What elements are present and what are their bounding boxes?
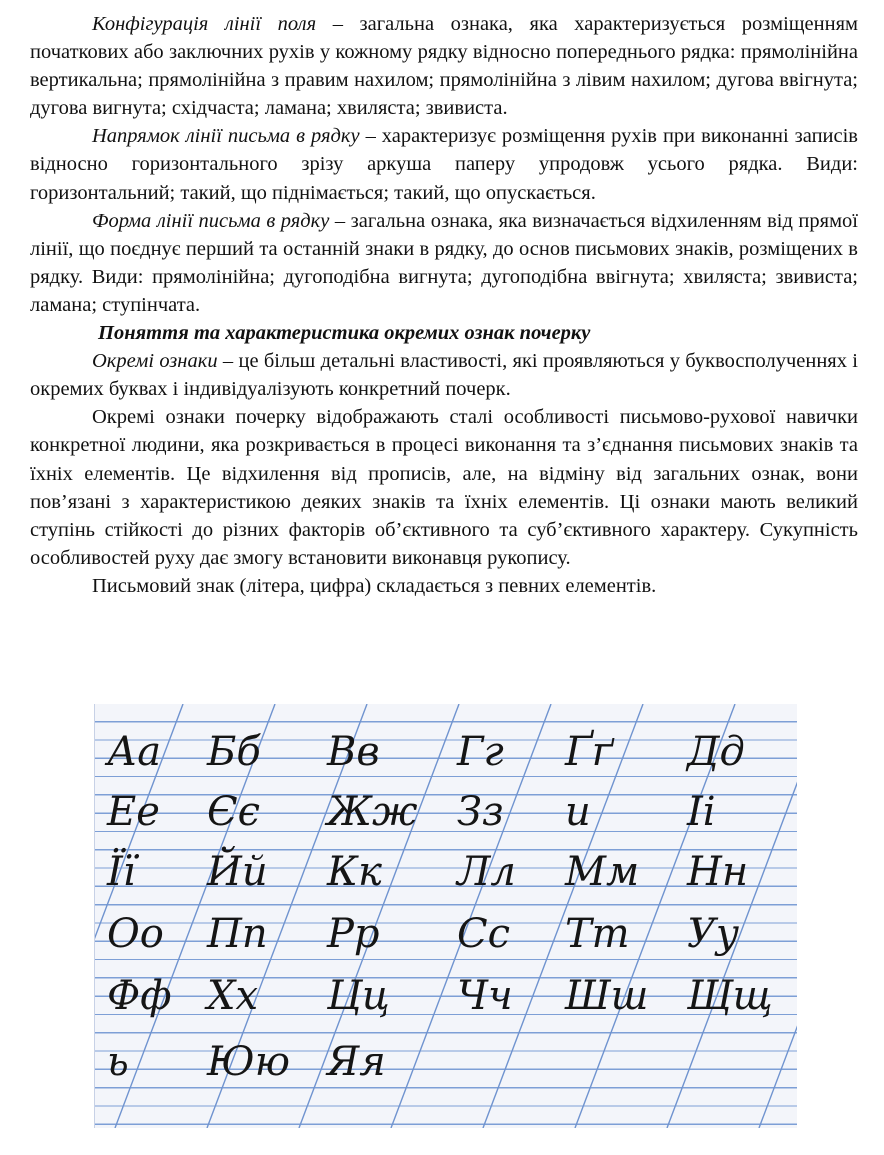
paragraph-handwriting-features	[30, 403, 858, 572]
cursive-letter-pair: Пп	[207, 911, 268, 957]
cursive-letter-pair: Лл	[457, 849, 516, 895]
cursive-letter-pair: Вв	[327, 729, 380, 775]
term-line-direction: Напрямок лінії письма в рядку	[92, 125, 360, 148]
cursive-letter-pair: Бб	[207, 729, 261, 775]
cursive-letter-pair: Сс	[457, 911, 511, 957]
cursive-letter-pair: Чч	[457, 973, 513, 1019]
paragraph-text: – це більш детальні властивості, які проявляються у буквосполученнях і окремих буквах і індивідуалізують конкретний почерк.	[30, 350, 858, 401]
cursive-letter-pair: Аа	[107, 729, 162, 775]
paragraph-text: Письмовий знак (літера, цифра) складається з певних елементів.	[92, 574, 657, 597]
slant-guide-line	[759, 704, 797, 1128]
paragraph-line-configuration	[30, 10, 858, 122]
cursive-letter-pair: Щщ	[687, 973, 773, 1019]
cursive-letter-pair: Дд	[687, 729, 745, 775]
cursive-letter-pair: Нн	[687, 849, 749, 895]
text-block	[30, 10, 858, 600]
cursive-letter-pair: Ґґ	[565, 729, 614, 775]
cursive-letter-pair: Уу	[687, 911, 740, 957]
paragraph-text: Окремі ознаки почерку відображають сталі особливості письмово-рухової навички конкретної людини, яка розкривається в процесі виконання та з’єднання письмових знаків та їхніх елементів. Це відхилення від прописів, але, на відміну від загальних ознак, вони пов’язані з характеристикою деяких знаків та їхніх елементів. Ці ознаки мають великий ступінь стійкості до різних факторів об’єктивного та суб’єктивного характеру. Сукупність особливостей руху дає змогу встановити виконавця рукопису.	[30, 406, 858, 569]
cursive-letter-pair: Мм	[565, 849, 640, 895]
cursive-letter-pair: Гг	[457, 729, 504, 775]
cursive-letter-pair: Зз	[457, 789, 504, 835]
cursive-letter-pair: Її	[107, 849, 136, 895]
paragraph-line-form	[30, 207, 858, 319]
paragraph-text: – характеризує розміщення рухів при виконанні записів відносно горизонтального зрізу аркуша паперу упродовж усього рядка. Види: горизонтальний; такий, що піднімається; такий, що опускається.	[30, 125, 858, 204]
cursive-letter-pair: Цц	[327, 973, 390, 1019]
cursive-letter-pair: Яя	[327, 1039, 386, 1085]
paragraph-text: – загальна ознака, яка характеризується розміщенням початкових або заключних рухів у кожному рядку відносно попереднього рядка: прямолінійна вертикальна; прямолінійна з правим нахилом; прямолінійна з лівим нахилом; дугова ввігнута; дугова вигнута; східчаста; ламана; хвиляста; звивиста.	[30, 13, 858, 120]
cursive-letter-pair: Оо	[107, 911, 164, 957]
paragraph-separate-features	[30, 347, 858, 403]
cursive-letter-pair: Фф	[107, 973, 172, 1019]
cursive-letter-pair: Шш	[565, 973, 649, 1019]
cursive-letter-pair: Ее	[107, 789, 160, 835]
section-heading: Поняття та характеристика окремих ознак почерку	[98, 322, 591, 345]
cursive-alphabet-figure	[94, 704, 797, 1128]
paragraph-written-sign	[30, 572, 858, 600]
cursive-letter-pair: Тт	[565, 911, 630, 957]
cursive-letter-pair: Юю	[207, 1039, 290, 1085]
cursive-letter-pair: Єє	[207, 789, 261, 835]
cursive-letter-pair: Кк	[327, 849, 382, 895]
cursive-letter-pair: ь	[107, 1039, 129, 1085]
cursive-letter-pair: Рр	[327, 911, 380, 957]
paragraph-text: – загальна ознака, яка визначається відхиленням від прямої лінії, що поєднує перший та останній знаки в рядку, до основ письмових знаків, розміщених в рядку. Види: прямолінійна; дугоподібна вигнута; дугоподібна ввігнута; хвиляста; звивиста; ламана; ступінчата.	[30, 209, 858, 316]
paragraph-line-direction	[30, 122, 858, 206]
cursive-letter-pair: Хх	[207, 973, 259, 1019]
term-separate-features: Окремі ознаки	[92, 350, 218, 373]
term-line-configuration: Конфігурація лінії поля	[92, 13, 317, 35]
term-line-form: Форма лінії письма в рядку	[92, 209, 330, 232]
cursive-letter-pair: Йй	[207, 849, 268, 895]
cursive-letter-pair: и	[565, 789, 591, 835]
cursive-letter-pair: Іі	[687, 789, 716, 835]
cursive-letter-pair: Жж	[327, 789, 418, 835]
